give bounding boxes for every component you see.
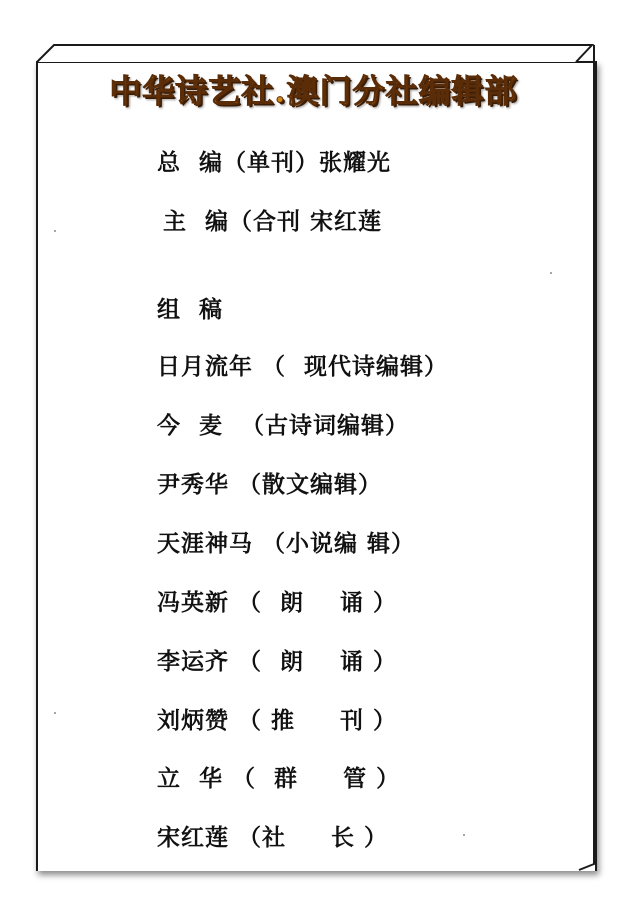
line-classical-poetry-editor: 今 麦 （古诗词编辑） bbox=[157, 413, 410, 439]
line-promotion: 刘炳赞 （ 推 刊 ） bbox=[157, 708, 398, 734]
line-prose-editor: 尹秀华 （散文编辑） bbox=[157, 472, 383, 498]
frame-side-edge bbox=[578, 44, 595, 870]
speck bbox=[550, 272, 552, 274]
line-editor-in-chief-single: 总 编（单刊）张耀光 bbox=[157, 150, 392, 176]
speck bbox=[54, 230, 56, 232]
line-editor-in-chief-joint: 主 编（合刊 宋红莲 bbox=[163, 209, 383, 235]
line-fiction-editor: 天涯神马 （小说编 辑） bbox=[157, 531, 416, 557]
line-manuscript-section: 组 稿 bbox=[157, 297, 224, 323]
line-modern-poetry-editor: 日月流年 （ 现代诗编辑） bbox=[157, 354, 449, 380]
speck bbox=[54, 712, 56, 714]
speck bbox=[463, 834, 465, 836]
line-recitation-1: 冯英新 （ 朗 诵 ） bbox=[157, 590, 398, 616]
line-president: 宋红莲 （社 长 ） bbox=[157, 825, 389, 851]
line-group-management: 立 华 （ 群 管 ） bbox=[157, 766, 401, 792]
page-title: 中华诗艺社.澳门分社编辑部 bbox=[109, 72, 518, 110]
line-recitation-2: 李运齐 （ 朗 诵 ） bbox=[157, 649, 398, 675]
frame-top-edge bbox=[36, 44, 593, 61]
